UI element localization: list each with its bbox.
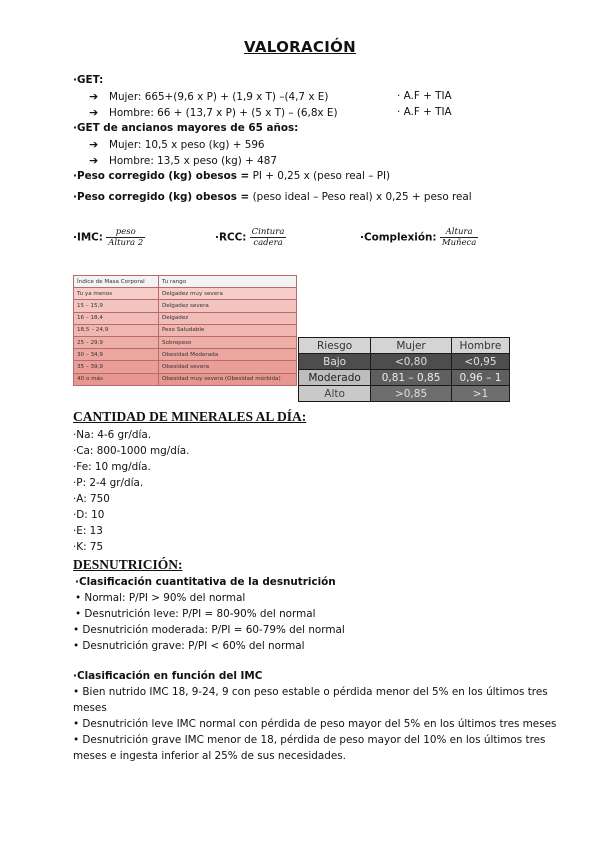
mineral-item: ·D: 10 <box>73 509 105 521</box>
rcc-cell: 0,81 – 0,85 <box>371 370 452 386</box>
rcc-cell: >0,85 <box>371 386 452 402</box>
imc-cell: 16 – 18,4 <box>74 312 159 324</box>
rcc-fraction <box>250 227 287 248</box>
peso-corregido-1-label: ·Peso corregido (kg) obesos = <box>73 170 250 182</box>
ancianos-heading: ·GET de ancianos mayores de 65 años: <box>73 122 299 134</box>
rcc-cell: Moderado <box>299 370 371 386</box>
imc-fraction <box>106 227 145 248</box>
mineral-item: ·K: 75 <box>73 541 104 553</box>
mineral-item: ·Ca: 800-1000 mg/día. <box>73 445 190 457</box>
imc-table-row <box>74 324 297 336</box>
imc-table-row <box>74 300 297 312</box>
imc-table-row <box>74 373 297 385</box>
peso-corregido-2-text: (peso ideal – Peso real) x 0,25 + peso real <box>249 191 472 203</box>
imc-cell: Obesidad severa <box>159 361 297 373</box>
imc-cell: Tu ya menos <box>74 288 159 300</box>
peso-corregido-1 <box>73 170 390 183</box>
rcc-label: ·RCC: <box>215 231 247 244</box>
imc-header-cell: Tu rango <box>159 276 297 288</box>
imc-cell: Delgadez <box>159 312 297 324</box>
imc-clasificacion-item: • Desnutrición leve IMC normal con pérdida de peso mayor del 5% en los últimos tres meses <box>73 718 557 730</box>
rcc-cell: Alto <box>299 386 371 402</box>
imc-table-row <box>74 361 297 373</box>
mineral-item: ·A: 750 <box>73 493 110 505</box>
ancianos-hombre-text: Hombre: 13,5 x peso (kg) + 487 <box>109 155 277 167</box>
ancianos-mujer <box>89 138 265 152</box>
rcc-header-cell: Mujer <box>371 338 452 354</box>
peso-corregido-2 <box>73 191 472 204</box>
mineral-item: ·E: 13 <box>73 525 103 537</box>
peso-corregido-2-label: ·Peso corregido (kg) obesos = <box>73 191 250 203</box>
imc-clasificacion-item: meses <box>73 702 107 714</box>
cuantitativa-item: • Normal: P/PI > 90% del normal <box>75 592 246 604</box>
arrow-right-icon: ➔ <box>89 154 99 167</box>
get-hombre <box>89 106 338 120</box>
arrow-right-icon: ➔ <box>89 90 99 103</box>
imc-clasificacion-item: • Desnutrición grave IMC menor de 18, pérdida de peso mayor del 10% en los últimos tres <box>73 734 546 746</box>
rcc-cell: 0,96 – 1 <box>451 370 509 386</box>
complexion-formula <box>360 227 478 248</box>
imc-cell: 40 o más <box>74 373 159 385</box>
imc-cell: 30 – 34,9 <box>74 349 159 361</box>
imc-cell: Peso Saludable <box>159 324 297 336</box>
complexion-fraction <box>440 227 479 248</box>
cuantitativa-item: • Desnutrición moderada: P/PI = 60-79% del normal <box>73 624 345 636</box>
imc-cell: Obesidad Moderada <box>159 349 297 361</box>
get-af-2: · A.F + TIA <box>397 106 452 118</box>
rcc-denominator: cadera <box>253 238 283 248</box>
desnutricion-heading: DESNUTRICIÓN: <box>73 557 183 572</box>
imc-formula <box>73 227 145 248</box>
imc-label: ·IMC: <box>73 231 103 244</box>
rcc-cell: Bajo <box>299 354 371 370</box>
page-title: VALORACIÓN <box>243 38 357 56</box>
imc-table-row <box>74 336 297 348</box>
imc-table-row <box>74 349 297 361</box>
rcc-formula <box>215 227 286 248</box>
imc-clasificacion-item: meses e ingesta inferior al 25% de sus necesidades. <box>73 750 346 762</box>
rcc-table-header <box>299 338 510 354</box>
imc-clasificacion-item: • Bien nutrido IMC 18, 9-24, 9 con peso estable o pérdida menor del 5% en los últimos tres <box>73 686 548 698</box>
get-mujer <box>89 90 328 104</box>
imc-table <box>73 275 297 386</box>
get-af-1: · A.F + TIA <box>397 90 452 102</box>
imc-cell: Delgadez muy severa <box>159 288 297 300</box>
rcc-numerator: Cintura <box>251 227 285 237</box>
arrow-right-icon: ➔ <box>89 106 99 119</box>
get-hombre-text: Hombre: 66 + (13,7 x P) + (5 x T) – (6,8x E) <box>109 107 338 119</box>
cuantitativa-item: • Desnutrición leve: P/PI = 80-90% del normal <box>75 608 316 620</box>
imc-clasificacion-heading: ·Clasificación en función del IMC <box>73 670 263 682</box>
imc-table-row <box>74 312 297 324</box>
rcc-table-row <box>299 386 510 402</box>
imc-table-row <box>74 288 297 300</box>
complexion-denominator: Muñeca <box>441 238 477 248</box>
peso-corregido-1-text: PI + 0,25 x (peso real – PI) <box>249 170 391 182</box>
complexion-label: ·Complexión: <box>360 231 437 244</box>
imc-header-cell: Índice de Masa Corporal <box>74 276 159 288</box>
imc-cell: 25 – 29,9 <box>74 336 159 348</box>
ancianos-mujer-text: Mujer: 10,5 x peso (kg) + 596 <box>109 139 265 151</box>
minerales-heading: CANTIDAD DE MINERALES AL DÍA: <box>73 409 307 424</box>
imc-table-header <box>74 276 297 288</box>
mineral-item: ·Na: 4-6 gr/día. <box>73 429 152 441</box>
rcc-cell: <0,80 <box>371 354 452 370</box>
imc-cell: 18,5 – 24,9 <box>74 324 159 336</box>
rcc-header-cell: Hombre <box>451 338 509 354</box>
imc-denominator: Altura 2 <box>108 238 144 248</box>
imc-cell: 35 – 39,9 <box>74 361 159 373</box>
rcc-table-row <box>299 354 510 370</box>
rcc-table-row <box>299 370 510 386</box>
rcc-cell: >1 <box>451 386 509 402</box>
arrow-right-icon: ➔ <box>89 138 99 151</box>
rcc-risk-table <box>298 337 510 402</box>
mineral-item: ·Fe: 10 mg/día. <box>73 461 151 473</box>
get-heading: ·GET: <box>73 74 104 86</box>
imc-cell: Sobrepeso <box>159 336 297 348</box>
cuantitativa-item: • Desnutrición grave: P/PI < 60% del normal <box>73 640 305 652</box>
ancianos-hombre <box>89 154 277 168</box>
imc-cell: Obesidad muy severa (Obesidad mórbida) <box>159 373 297 385</box>
get-mujer-text: Mujer: 665+(9,6 x P) + (1,9 x T) –(4,7 x E) <box>109 91 329 103</box>
rcc-cell: <0,95 <box>451 354 509 370</box>
rcc-header-cell: Riesgo <box>299 338 371 354</box>
complexion-numerator: Altura <box>440 227 479 238</box>
imc-cell: Delgadez severa <box>159 300 297 312</box>
imc-numerator: peso <box>106 227 145 238</box>
mineral-item: ·P: 2-4 gr/día. <box>73 477 144 489</box>
cuantitativa-heading: ·Clasificación cuantitativa de la desnutrición <box>75 576 336 588</box>
imc-cell: 15 – 15,9 <box>74 300 159 312</box>
